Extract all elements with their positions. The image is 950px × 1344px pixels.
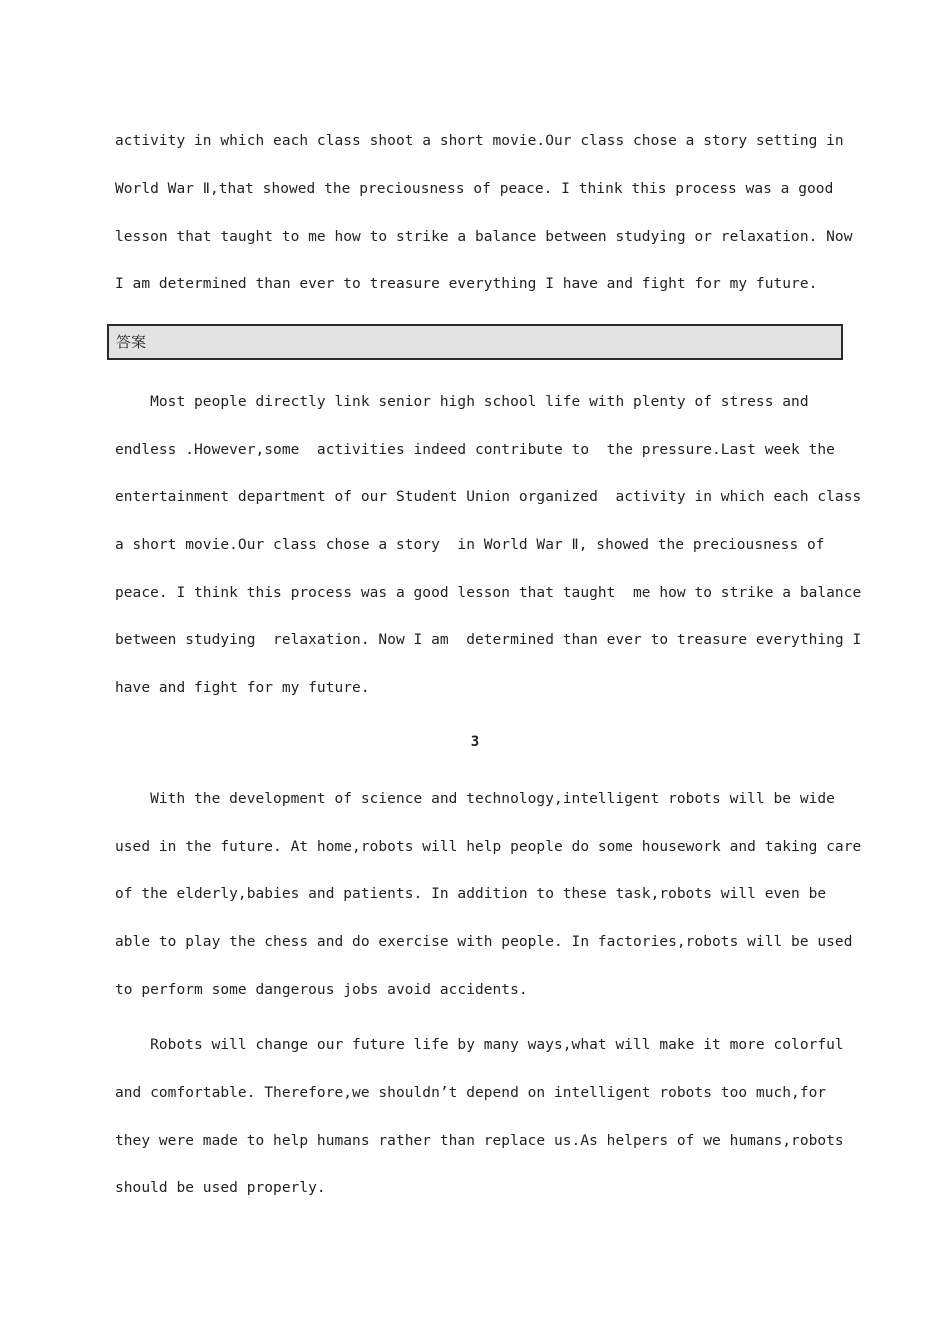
essay-top-line-4: I am determined than ever to treasure everything I have and fight for my future.	[115, 276, 818, 292]
essay-top-line-2: World War Ⅱ,that showed the preciousness of peace. I think this process was a good	[115, 181, 834, 197]
essay3-p1-line-4: able to play the chess and do exercise with people. In factories,robots will be used	[115, 934, 853, 950]
essay-top-line-3: lesson that taught to me how to strike a balance between studying or relaxation. Now	[115, 229, 853, 245]
essay3-p2-line-1: Robots will change our future life by many ways,what will make it more colorful	[115, 1037, 844, 1053]
answer-line-1: Most people directly link senior high school life with plenty of stress and	[115, 394, 809, 410]
answer-line-7: have and fight for my future.	[115, 680, 370, 696]
answer-header-box	[107, 324, 843, 360]
essay3-p2-line-4: should be used properly.	[115, 1180, 326, 1196]
answer-line-2: endless .However,some activities indeed contribute to the pressure.Last week the	[115, 442, 835, 458]
answer-line-5: peace. I think this process was a good lesson that taught me how to strike a balance	[115, 585, 862, 601]
section-number: 3	[470, 734, 480, 750]
essay-top-line-1: activity in which each class shoot a short movie.Our class chose a story setting in	[115, 133, 844, 149]
essay3-p1-line-1: With the development of science and technology,intelligent robots will be wide	[115, 791, 835, 807]
essay3-p2-line-3: they were made to help humans rather than replace us.As helpers of we humans,robots	[115, 1133, 844, 1149]
essay3-p2-line-2: and comfortable. Therefore,we shouldn’t depend on intelligent robots too much,for	[115, 1085, 827, 1101]
answer-line-6: between studying relaxation. Now I am determined than ever to treasure everything I	[115, 632, 862, 648]
answer-line-4: a short movie.Our class chose a story in World War Ⅱ, showed the preciousness of	[115, 537, 825, 553]
essay3-p1-line-2: used in the future. At home,robots will help people do some housework and taking care	[115, 839, 862, 855]
essay3-p1-line-5: to perform some dangerous jobs avoid accidents.	[115, 982, 528, 998]
answer-line-3: entertainment department of our Student Union organized activity in which each class	[115, 489, 862, 505]
essay3-p1-line-3: of the elderly,babies and patients. In addition to these task,robots will even be	[115, 886, 827, 902]
answer-label: 答案	[116, 333, 147, 351]
